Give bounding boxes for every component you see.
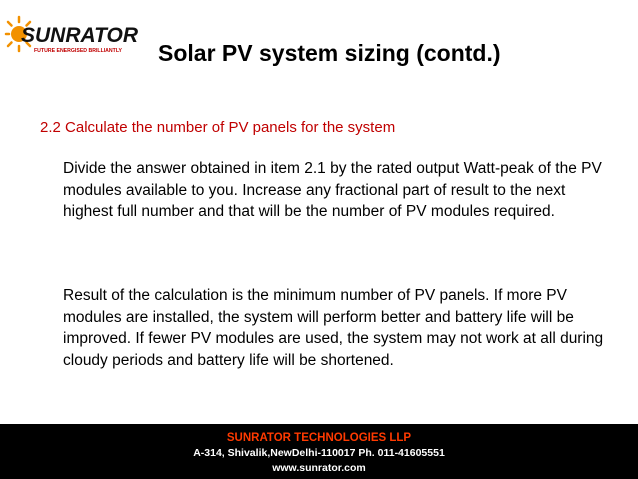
- section-subheading: 2.2 Calculate the number of PV panels for the system: [40, 119, 396, 136]
- slide-title: Solar PV system sizing (contd.): [158, 40, 501, 66]
- footer-website: www.sunrator.com: [272, 462, 366, 474]
- footer-company-name: SUNRATOR TECHNOLOGIES LLP: [226, 432, 412, 444]
- body-paragraph-2: Result of the calculation is the minimum number of PV panels. If more PV modules are installed, the system will perform better and battery life will be improved. If fewer PV modules are used, the system may not work at all during cloudy periods and battery life will be shortened.: [63, 287, 604, 369]
- sun-logo-icon: [4, 12, 139, 58]
- footer-address: A-314, Shivalik,NewDelhi-110017 Ph. 011-41605551: [193, 447, 445, 459]
- logo-wordmark: SUNRATOR: [21, 24, 139, 47]
- body-paragraph-1: Divide the answer obtained in item 2.1 by the rated output Watt-peak of the PV modules available to you. Increase any fractional part of result to the next highest full number and that will be the number of PV modules required.: [63, 160, 602, 220]
- company-logo: [4, 12, 139, 58]
- logo-tagline: FUTURE ENERGISED BRILLIANTLY: [34, 48, 122, 54]
- footer-bar: [0, 424, 638, 479]
